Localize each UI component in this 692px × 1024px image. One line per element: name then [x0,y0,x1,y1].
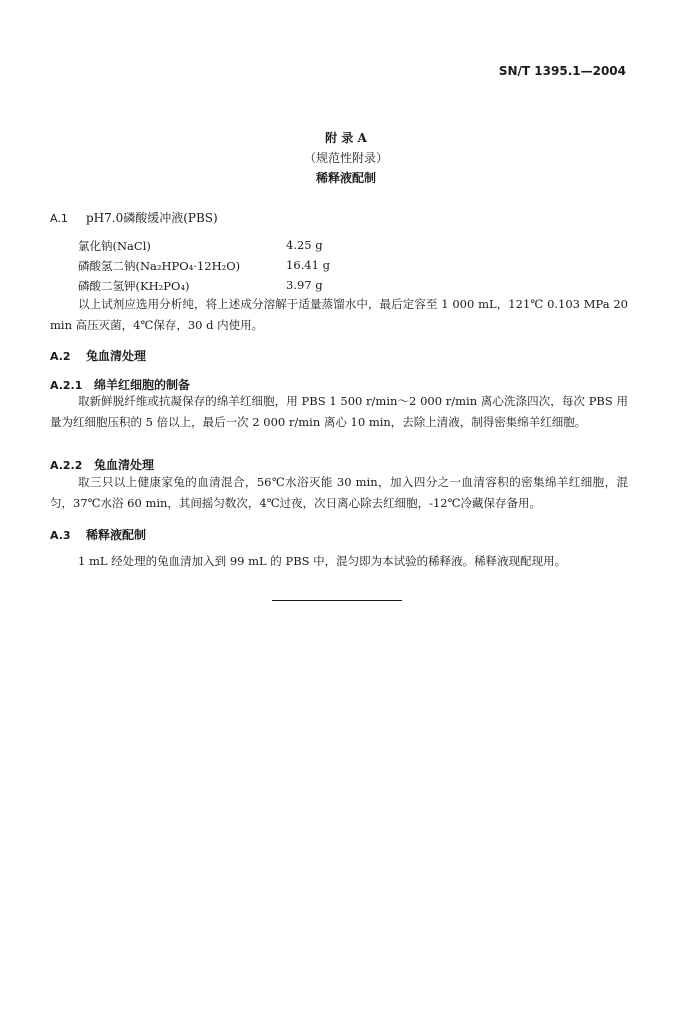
section-number: A.2.1 [50,379,83,392]
component-name: 磷酸氢二钠(Na₂HPO₄·12H₂O) [78,259,241,273]
component-amount: 3.97 g [286,278,323,292]
section-a1-heading [50,209,218,226]
section-number: A.2.2 [50,459,83,472]
paragraph-text: 1 mL 经处理的兔血清加入到 99 mL 的 PBS 中，混匀即为本试验的稀释液。稀释液现配现用。 [78,554,567,568]
section-a21-paragraph [50,391,628,433]
component-amount: 16.41 g [286,258,330,272]
section-title: 绵羊红细胞的制备 [94,378,191,392]
section-number: A.1 [50,212,68,225]
end-rule [272,600,402,601]
section-a3-paragraph [50,551,628,572]
component-name: 氯化钠(NaCl) [78,239,151,253]
component-row [0,258,692,274]
standard-number: SN/T 1395.1—2004 [498,64,626,78]
paragraph-text: 以上试剂应选用分析纯，将上述成分溶解于适量蒸馏水中，最后定容至 1 000 mL，121℃ 0.103 MPa 20 min 高压灭菌，4℃保存，30 d 内使用。 [50,297,628,332]
component-row [0,238,692,254]
appendix-nature: （规范性附录） [303,151,388,165]
section-a22-paragraph [50,472,628,514]
section-number: A.2 [50,350,71,363]
appendix-title: 附 录 A [325,131,367,145]
section-number: A.3 [50,529,71,542]
paragraph-text: 取新鲜脱纤维或抗凝保存的绵羊红细胞，用 PBS 1 500 r/min～2 000 r/min 离心洗涤四次，每次 PBS 用量为红细胞压积的 5 倍以上，最后一次 2 000 r/min 离心 10 min，去除上清液，制得密集绵羊红细胞。 [50,394,628,429]
section-a22-heading [50,456,154,473]
section-a1-paragraph [50,294,628,336]
component-name: 磷酸二氢钾(KH₂PO₄) [78,279,190,293]
section-title: 兔血清处理 [94,458,155,472]
component-amount: 4.25 g [286,238,323,252]
section-title: pH7.0磷酸缓冲液(PBS) [86,211,218,225]
section-title: 稀释液配制 [86,528,147,542]
section-title: 兔血清处理 [86,349,147,363]
paragraph-text: 取三只以上健康家兔的血清混合，56℃水浴灭能 30 min，加入四分之一血清容积的密集绵羊红细胞，混匀，37℃水浴 60 min，其间摇匀数次，4℃过夜，次日离心除去红细胞，-12℃冷藏保存备用。 [50,475,628,510]
appendix-name: 稀释液配制 [315,171,376,185]
component-row [0,278,692,294]
section-a2-heading [50,347,146,364]
section-a3-heading [50,526,146,543]
